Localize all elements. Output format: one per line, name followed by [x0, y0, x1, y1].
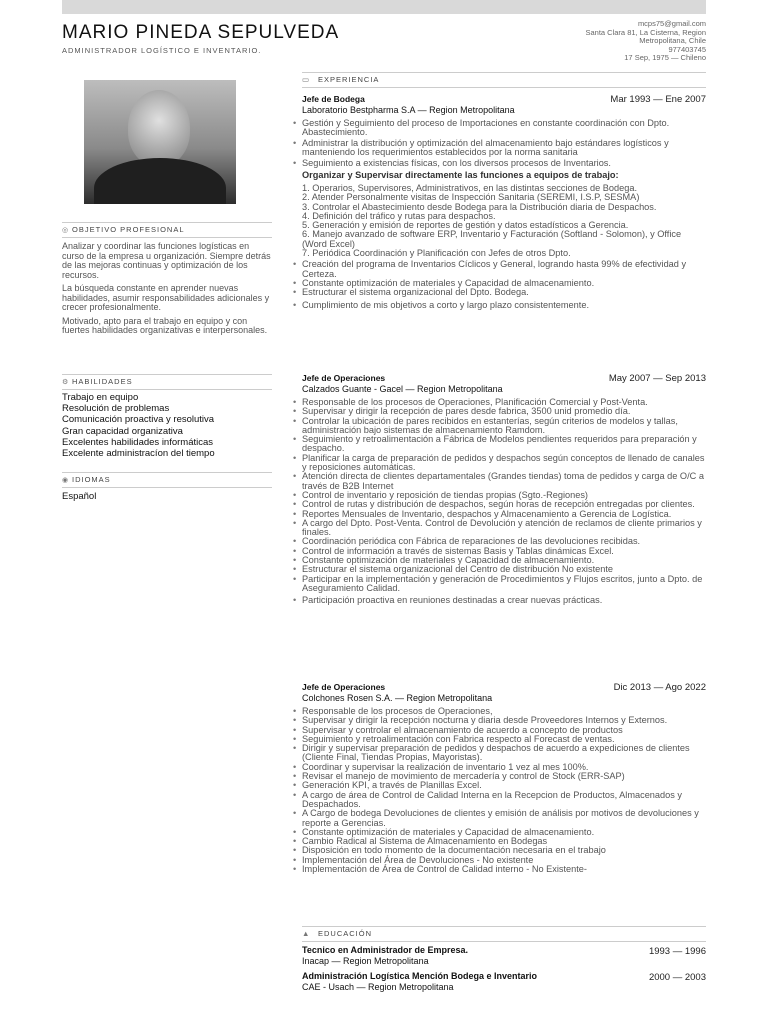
bullet-item: • Reportes Mensuales de Inventario, despachos y Almacenamiento a Gerencia de Logística.: [302, 510, 706, 519]
objective-paragraph: Analizar y coordinar las funciones logísticas en curso de la empresa u organización. Siempre detrás de las mejoras continuas y optimización de los recursos.: [62, 241, 271, 280]
bullet-item: • Supervisar y controlar el almacenamiento de acuerdo a concepto de productos: [302, 726, 706, 735]
bullet-item: • Gestión y Seguimiento del proceso de Importaciones en constante coordinación con Dpto. Abastecimiento.: [302, 119, 706, 138]
bullet-item: • Seguimiento y retroalimentación a Fábrica de Modelos pendientes requeridos para preparación y despacho.: [302, 435, 706, 454]
job-title: Jefe de Operaciones: [302, 682, 386, 692]
education-title: Tecnico en Administrador de Empresa.: [302, 945, 469, 955]
bullet-item: • Revisar el manejo de movimiento de mercadería y control de Stock (ERR-SAP): [302, 772, 706, 781]
job-bullets: [302, 398, 706, 593]
languages-list: [62, 491, 272, 502]
job-title: Jefe de Operaciones: [302, 373, 386, 383]
numbered-item: 7. Periódica Coordinación y Planificación con Jefes de otros Dpto.: [302, 248, 571, 259]
bullet-item: • Seguimiento y retroalimentación con Fabrica respecto al Forecast de ventas.: [302, 735, 706, 744]
bullet-item: • Coordinación periódica con Fábrica de reparaciones de las devoluciones recibidas.: [302, 537, 706, 546]
bullet-item: • Seguimiento a existencias físicas, con los diversos procesos de Inventarios.: [302, 159, 706, 168]
bullet-item: • Participar en la implementación y generación de Procedimientos y Flujos escritos, junto a Dpto. de Aseguramiento Calidad.: [302, 575, 706, 594]
skills-heading: ⚙ HABILIDADES: [62, 374, 272, 390]
job-title: Jefe de Bodega: [302, 94, 365, 104]
numbered-item: 1. Operarios, Supervisores, Administrativos, en las distintas secciones de Bodega.: [302, 182, 638, 193]
skill-item: Comunicación proactiva y resolutiva: [62, 414, 215, 426]
numbered-item: 6. Manejo avanzado de software ERP, Inventario y Facturación (Softland - Solomon), y Office (Word Excel): [302, 229, 682, 249]
job-dates: Dic 2013 — Ago 2022: [613, 682, 706, 693]
job-entry: [302, 373, 706, 606]
contact-birth: 17 Sep, 1975 — Chileno: [624, 53, 706, 63]
bullet-item: • Control de rutas y distribución de despachos, según horas de recepción entregadas por clientes.: [302, 500, 706, 509]
education-place: CAE - Usach — Region Metropolitana: [302, 981, 454, 992]
languages-heading: ◉ IDIOMAS: [62, 472, 272, 488]
contact-address: Santa Clara 81, La Cisterna, Region: [585, 27, 706, 37]
bullet-item: • Supervisar y dirigir la recepción de pares desde fabrica, 3500 unid promedio día.: [302, 407, 706, 416]
education-place: Inacap — Region Metropolitana: [302, 955, 429, 966]
language-item: Español: [62, 491, 97, 502]
education-entry: [302, 972, 706, 992]
numbered-item: 3. Controlar el Abastecimiento desde Bodega para la Distribución diaria de Despachos.: [302, 201, 657, 212]
bullet-item: • Coordinar y supervisar la realización de inventario 1 vez al mes 100%.: [302, 763, 706, 772]
job-bullets: [302, 260, 706, 297]
objective-paragraph: La búsqueda constante en aprender nuevas habilidades, asumir responsabilidades adicionales y crecer profesionalmente.: [62, 283, 270, 312]
skills-list: [62, 392, 272, 459]
job-dates: May 2007 — Sep 2013: [608, 373, 706, 384]
bullet-item: • Estructurar el sistema organizacional del Dpto. Bodega.: [302, 288, 706, 297]
job-bullets: [302, 301, 706, 310]
bullet-item: • Estructurar el sistema organizacional del Centro de distribución No existente: [302, 565, 706, 574]
education-heading: ▲ EDUCACIÓN: [302, 926, 706, 942]
skill-item: Excelentes habilidades informáticas: [62, 436, 214, 448]
numbered-item: 5. Generación y emisión de reportes de gestión y datos estadísticos a Gerencia.: [302, 220, 629, 231]
objective-paragraph: Motivado, apto para el trabajo en equipo y con fuertes habilidades organizativas e interpersonales.: [62, 315, 268, 335]
graduation-cap-icon: ▲: [302, 929, 311, 938]
education-dates: 1993 — 1996: [648, 946, 706, 957]
job-company: Laboratorio Bestpharma S.A — Region Metropolitana: [302, 105, 515, 115]
bullet-item: • Control de inventario y reposición de tiendas propias (Sgto.-Regiones): [302, 491, 706, 500]
bullet-item: • Responsable de los procesos de Operaciones,: [302, 707, 706, 716]
speech-icon: ◉: [62, 477, 70, 484]
job-company: Colchones Rosen S.A. — Region Metropolitana: [302, 693, 493, 703]
profile-photo: [84, 80, 236, 204]
bullet-item: • Constante optimización de materiales y Capacidad de almacenamiento.: [302, 828, 706, 837]
job-dates: Mar 1993 — Ene 2007: [610, 94, 706, 105]
bullet-item: • A cargo de área de Control de Calidad Interna en la Recepcion de Productos, Almacenados y Despachados.: [302, 791, 706, 810]
bullet-item: • Dirigir y supervisar preparación de pedidos y despachos de acuerdo a expediciones de clientes (Cliente Final, Tiendas Propias, Mayoristas).: [302, 744, 706, 763]
job-bullets: [302, 707, 706, 874]
job-bullets: [302, 596, 706, 605]
skill-item: Gran capacidad organizativa: [62, 425, 183, 437]
bullet-item: • Generación KPI, a través de Planillas Excel.: [302, 781, 706, 790]
candidate-subtitle: ADMINISTRADOR LOGÍSTICO E INVENTARIO.: [62, 46, 262, 55]
bullet-item: • Constante optimización de materiales y Capacidad de almacenamiento.: [302, 556, 706, 565]
job-company: Calzados Guante - Gacel — Region Metropolitana: [302, 384, 503, 394]
bullet-item: • Cumplimiento de mis objetivos a corto y largo plazo consistentemente.: [302, 301, 706, 310]
objective-heading: ◎ OBJETIVO PROFESIONAL: [62, 222, 272, 238]
bullet-item: • Constante optimización de materiales y Capacidad de almacenamiento.: [302, 279, 706, 288]
bullet-item: • Controlar la ubicación de pares recibidos en estanterías, según criterios de modelos y tallas, administración bajo sistemas de almacenamiento Ramdom.: [302, 417, 706, 436]
contact-phone: 977403745: [668, 44, 706, 54]
job-entry: [302, 682, 706, 874]
contact-email: mcps75@gmail.com: [637, 19, 706, 28]
target-icon: ◎: [62, 227, 70, 234]
briefcase-icon: ▭: [302, 75, 311, 84]
bullet-item: • Disposición en todo momento de la documentación necesaria en el trabajo: [302, 846, 706, 855]
education-dates: 2000 — 2003: [648, 972, 706, 983]
skill-item: Trabajo en equipo: [62, 392, 139, 403]
contact-region: Metropolitana, Chile: [639, 36, 706, 46]
skills-icon: ⚙: [62, 379, 70, 386]
bullet-item: • Responsable de los procesos de Operaciones, Planificación Comercial y Post-Venta.: [302, 398, 706, 407]
skill-item: Excelente administracíon del tiempo: [62, 448, 215, 460]
numbered-list: [302, 184, 706, 258]
candidate-name: MARIO PINEDA SEPULVEDA: [62, 22, 340, 43]
experience-heading: ▭ EXPERIENCIA: [302, 72, 706, 88]
bullet-item: • Implementación del Área de Devoluciones - No existente: [302, 856, 706, 865]
education-entry: [302, 946, 706, 966]
job-entry: [302, 94, 706, 310]
bullet-item: • Creación del programa de Inventarios Cíclicos y General, logrando hasta 99% de efectividad y Certeza.: [302, 260, 706, 279]
bullet-item: • Atención directa de clientes departamentales (Grandes tiendas) toma de pedidos y carga de O/C a través de B2B Internet: [302, 472, 706, 491]
top-bar: [62, 0, 706, 14]
job-subheading: Organizar y Supervisar directamente las funciones a equipos de trabajo:: [302, 170, 619, 181]
bullet-item: • A cargo del Dpto. Post-Venta. Control de Devolución y atención de reclamos de cliente primarios y finales.: [302, 519, 706, 538]
bullet-item: • Supervisar y dirigir la recepción nocturna y diaria desde Proveedores Internos y Externos.: [302, 716, 706, 725]
bullet-item: • Planificar la carga de preparación de pedidos y despachos según conceptos de llenado de canales y reposiciones automáticas.: [302, 454, 706, 473]
bullet-item: • Administrar la distribución y optimización del almacenamiento bajo estándares logísticos y manteniendo los requerimientos establecidos por la norma sanitaria: [302, 139, 706, 158]
bullet-item: • Cambio Radical al Sistema de Almacenamiento en Bodegas: [302, 837, 706, 846]
job-bullets: [302, 119, 706, 168]
bullet-item: • Implementación de Área de Control de Calidad interno - No Existente-: [302, 865, 706, 874]
bullet-item: • Participación proactiva en reuniones destinadas a crear nuevas prácticas.: [302, 596, 706, 605]
objective-text: [62, 242, 272, 340]
skill-item: Resolución de problemas: [62, 403, 170, 415]
numbered-item: 4. Definición del tráfico y rutas para despachos.: [302, 210, 496, 221]
education-title: Administración Logística Mención Bodega e Inventario: [302, 971, 538, 981]
bullet-item: • Control de información a través de sistemas Basis y Tablas dinámicas Excel.: [302, 547, 706, 556]
contact-info: [466, 20, 706, 63]
bullet-item: • A Cargo de bodega Devoluciones de clientes y emisión de análisis por motivos de devoluciones y reporte a Gerencias.: [302, 809, 706, 828]
numbered-item: 2. Atender Personalmente visitas de Inspección Sanitaria (SEREMI, I.S.P, SESMA): [302, 192, 640, 203]
